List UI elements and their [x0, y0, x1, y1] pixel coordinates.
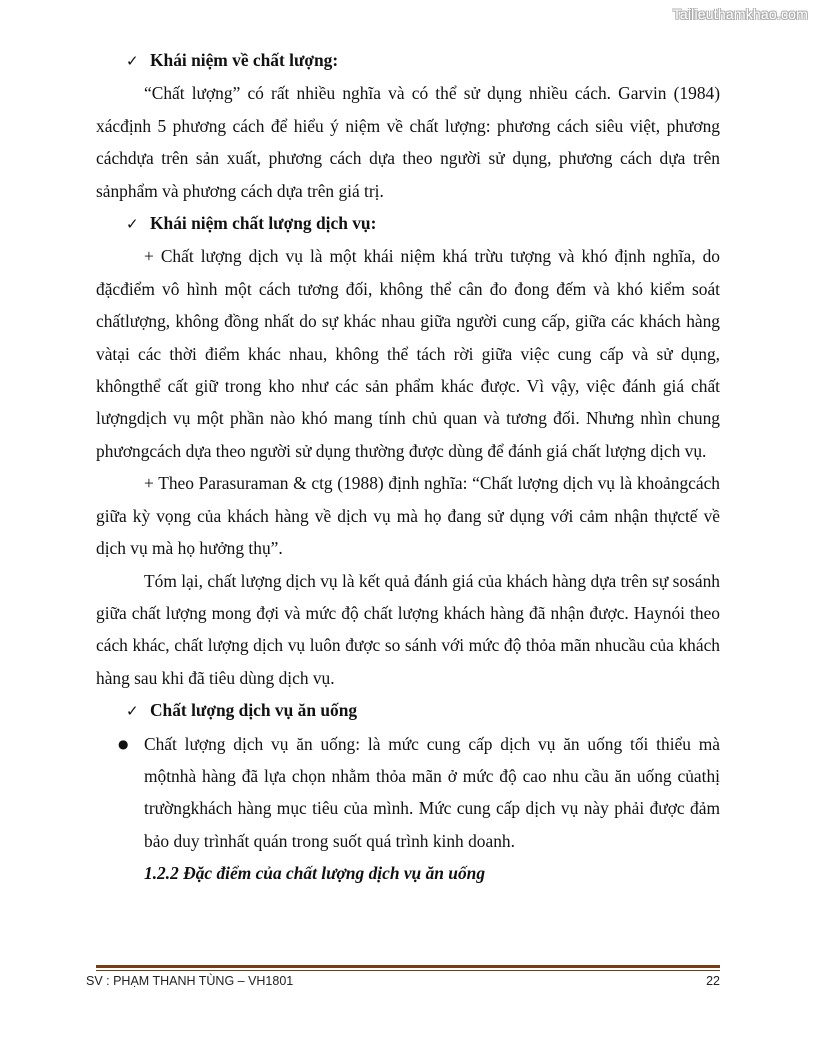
watermark: Tailieuthamkhao.com: [672, 6, 808, 22]
paragraph-summary: Tóm lại, chất lượng dịch vụ là kết quả đánh giá của khách hàng dựa trên sự sosánh giữa chất lượng mong đợi và mức độ chất lượng khách hàng đã nhận được. Haynói theo cách khác, chất lượng dịch vụ luôn được so sánh với mức độ thỏa mãn nhucầu của khách hàng sau khi đã tiêu dùng dịch vụ.: [96, 570, 720, 688]
paragraph-service-quality: + Chất lượng dịch vụ là một khái niệm khá trừu tượng và khó định nghĩa, do đặcđiểm vô hình một cách tương đối, không thể cân đo đong đếm và khó kiểm soát chấtlượng, không đồng nhất do sự khác nhau giữa người cung cấp, giữa các khách hàng vàtại các thời điểm khác nhau, không thể tách rời giữa việc cung cấp và sử dụng, khôngthể cất giữ trong kho như các sản phẩm khác được. Vì vậy, việc đánh giá chất lượngdịch vụ một phần nào khó mang tính chủ quan và tương đối. Nhưng nhìn chung phươngcách dựa theo người sử dụng thường được dùng để đánh giá chất lượng dịch vụ.: [96, 246, 720, 461]
paragraph-parasuraman: + Theo Parasuraman & ctg (1988) định nghĩa: “Chất lượng dịch vụ là khoảngcách giữa kỳ vọng của khách hàng về dịch vụ mà họ đang sử dụng với cảm nhận thựctế về dịch vụ mà họ hưởng thụ”.: [96, 473, 720, 559]
checkmark-icon: ✓: [126, 702, 139, 721]
list-item-text: Chất lượng dịch vụ ăn uống: là mức cung cấp dịch vụ ăn uống tối thiểu mà mộtnhà hàng đã lựa chọn nhằm thỏa mãn ở mức độ cao nhu cầu ăn uống củathị trườngkhách hàng mục tiêu của mình. Mức cung cấp dịch vụ này phải được đảm bảo duy trìnhất quán trong suốt quá trình kinh doanh.: [144, 733, 720, 851]
section-heading-service-quality: [96, 207, 720, 240]
section-heading-quality: [96, 44, 720, 77]
heading-text: Khái niệm về chất lượng:: [150, 50, 339, 70]
page-number: 22: [706, 974, 720, 988]
subsection-heading: 1.2.2 Đặc điểm của chất lượng dịch vụ ăn uống: [144, 863, 486, 884]
checkmark-icon: ✓: [126, 52, 139, 70]
heading-text: Chất lượng dịch vụ ăn uống: [150, 700, 358, 721]
bullet-icon: ●: [118, 736, 129, 751]
page-footer: [86, 974, 720, 988]
paragraph-quality-definition: “Chất lượng” có rất nhiều nghĩa và có thể sử dụng nhiều cách. Garvin (1984) xácđịnh 5 phương cách để hiểu ý niệm về chất lượng: phương cách siêu việt, phương cáchdựa trên sản xuất, phương cách dựa theo người sử dụng, phương cách dựa trên sảnphẩm và phương cách dựa trên giá trị.: [96, 83, 720, 201]
document-body: [96, 44, 720, 890]
footer-author: SV : PHẠM THANH TÙNG – VH1801: [86, 974, 294, 988]
footer-divider: [96, 965, 720, 968]
checkmark-icon: ✓: [126, 215, 139, 234]
footer-divider-thin: [96, 970, 720, 971]
heading-text: Khái niệm chất lượng dịch vụ:: [150, 213, 377, 234]
section-heading-food-service: [96, 694, 720, 727]
list-item: [118, 728, 720, 858]
